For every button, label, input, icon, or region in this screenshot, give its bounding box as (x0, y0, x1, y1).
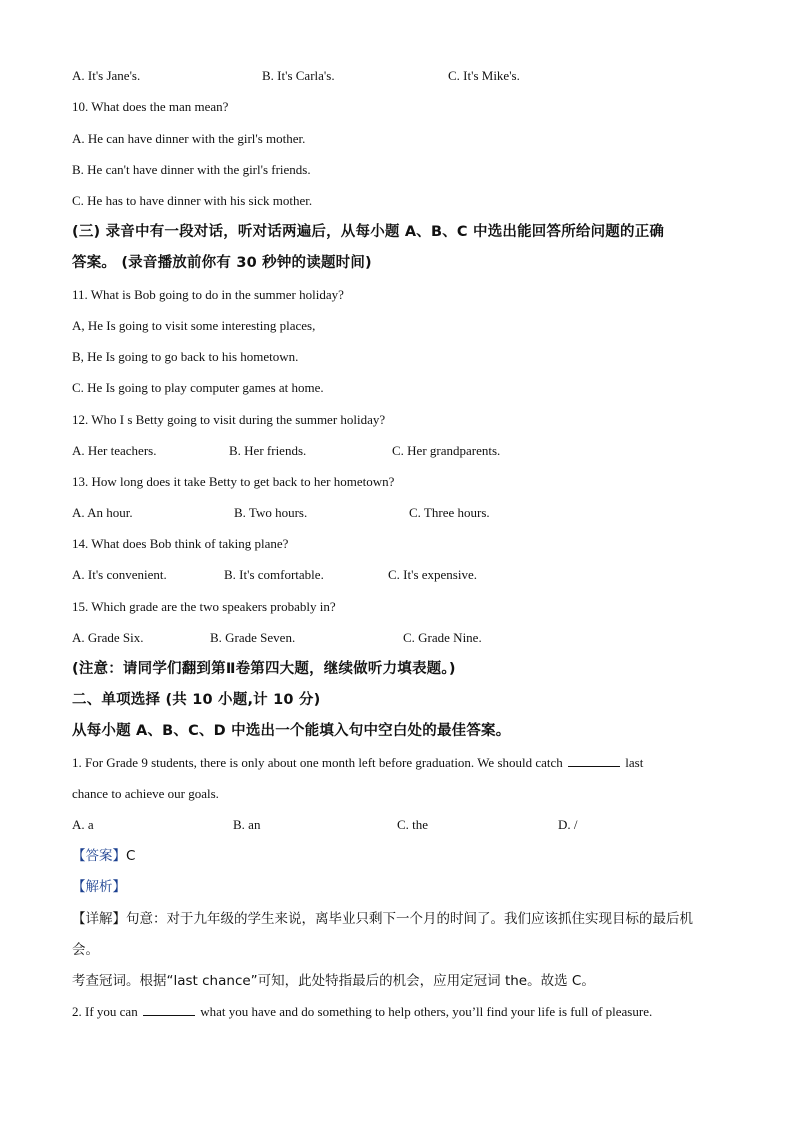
detail-line3: 考查冠词。根据“last chance”可知，此处特指最后的机会，应用定冠词 the。故选 C。 (72, 973, 595, 989)
q12-option-b: B. Her friends. (229, 443, 307, 458)
mc1-option-d: D. / (558, 817, 578, 832)
q9-option-a: A. It's Jane's. (72, 68, 141, 83)
q12-option-a: A. Her teachers. (72, 443, 157, 458)
q14-option-b: B. It's comfortable. (224, 567, 324, 582)
mc2-question-part2: what you have and do something to help others, you’ll find your life is full of pleasure. (200, 1004, 653, 1019)
q10-question: 10. What does the man mean? (72, 99, 229, 114)
mc1-blank (568, 755, 620, 767)
q12-question: 12. Who I s Betty going to visit during the summer holiday? (72, 412, 386, 427)
part2-title: 二、单项选择 (共 10 小题,计 10 分) (72, 692, 321, 708)
q13-option-b: B. Two hours. (234, 505, 308, 520)
answer-label: 【答案】 (72, 848, 126, 864)
q10-option-c: C. He has to have dinner with his sick mother. (72, 193, 313, 208)
q9-option-b: B. It's Carla's. (262, 68, 335, 83)
detail-line2: 会。 (72, 942, 99, 958)
mc1-question-part1: 1. For Grade 9 students, there is only about one month left before graduation. We should catch (72, 755, 563, 770)
q15-question: 15. Which grade are the two speakers probably in? (72, 599, 336, 614)
q11-question: 11. What is Bob going to do in the summer holiday? (72, 287, 344, 302)
mc2-blank (143, 1004, 195, 1016)
q15-option-a: A. Grade Six. (72, 630, 144, 645)
q9-option-c: C. It's Mike's. (448, 68, 520, 83)
mc1-question (72, 755, 643, 771)
q14-option-a: A. It's convenient. (72, 567, 167, 582)
q15-option-b: B. Grade Seven. (210, 630, 296, 645)
answer-value: C (126, 848, 136, 864)
q10-option-b: B. He can't have dinner with the girl's friends. (72, 162, 311, 177)
mc2-question-part1: 2. If you can (72, 1004, 138, 1019)
q13-option-a: A. An hour. (72, 505, 133, 520)
mc1-question-line2: chance to achieve our goals. (72, 786, 219, 801)
q15-option-c: C. Grade Nine. (403, 630, 482, 645)
section3-instruction-line1: (三) 录音中有一段对话，听对话两遍后，从每小题 A、B、C 中选出能回答所给问题的正确 (72, 224, 665, 240)
mc1-option-b: B. an (233, 817, 261, 832)
q13-option-c: C. Three hours. (409, 505, 490, 520)
note: (注意：请同学们翻到第Ⅱ卷第四大题，继续做听力填表题。) (72, 661, 456, 677)
q11-option-b: B, He Is going to go back to his hometown. (72, 349, 299, 364)
mc1-option-c: C. the (397, 817, 429, 832)
mc1-answer (72, 848, 135, 864)
analysis-label: 【解析】 (72, 879, 126, 895)
q13-question: 13. How long does it take Betty to get back to her hometown? (72, 474, 395, 489)
section3-instruction-line2: 答案。 (录音播放前你有 30 秒钟的读题时间) (72, 255, 372, 271)
mc1-option-a: A. a (72, 817, 94, 832)
detail-line1: 【详解】句意：对于九年级的学生来说，离毕业只剩下一个月的时间了。我们应该抓住实现目标的最后机 (72, 911, 693, 927)
q14-option-c: C. It's expensive. (388, 567, 477, 582)
q10-option-a: A. He can have dinner with the girl's mother. (72, 131, 306, 146)
q14-question: 14. What does Bob think of taking plane? (72, 536, 289, 551)
q11-option-a: A, He Is going to visit some interesting places, (72, 318, 316, 333)
q11-option-c: C. He Is going to play computer games at home. (72, 380, 324, 395)
q12-option-c: C. Her grandparents. (392, 443, 501, 458)
part2-instruction: 从每小题 A、B、C、D 中选出一个能填入句中空白处的最佳答案。 (72, 723, 511, 739)
mc2-question (72, 1004, 652, 1020)
mc1-question-part2: last (625, 755, 644, 770)
